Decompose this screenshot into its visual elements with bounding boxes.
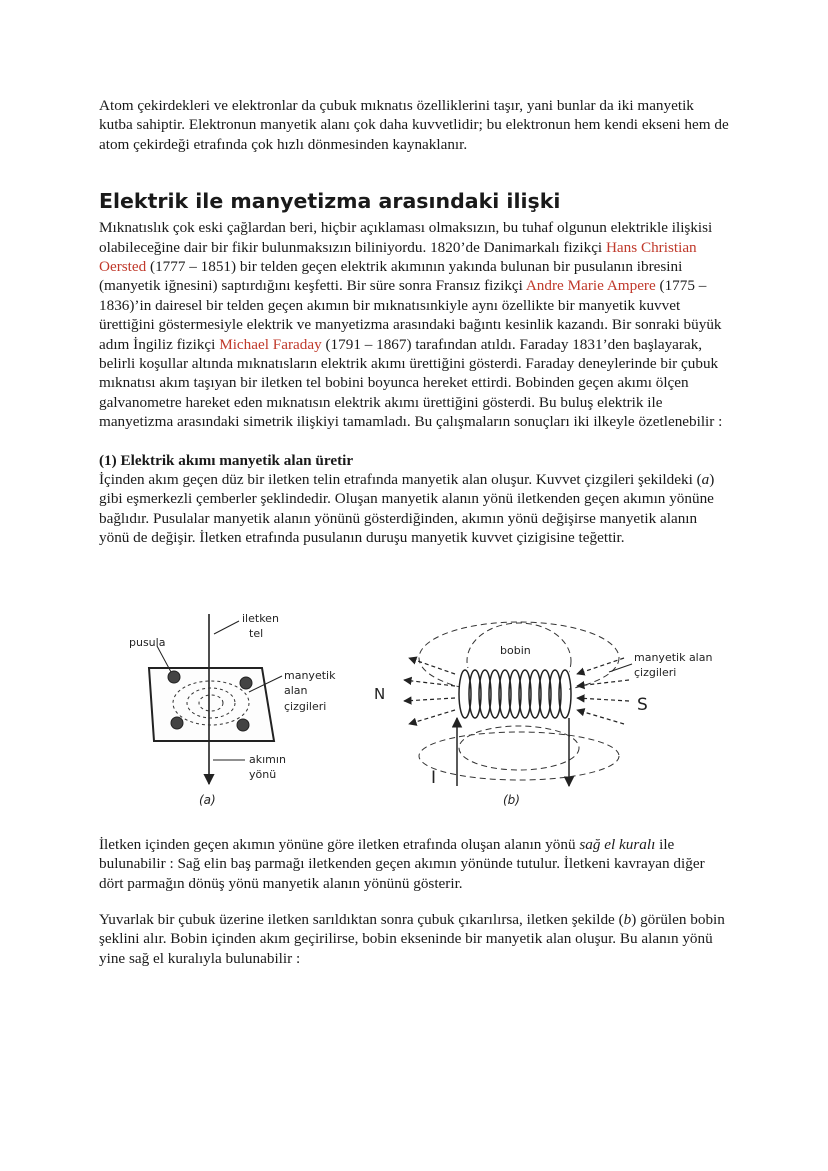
name-ampere: Andre Marie Ampere xyxy=(525,277,656,295)
history-text-2: (1777 – 1851) bir telden geçen elektrik akımının yakında bulunan bir pusulanın ibresini (manyetik iğnesini) saptırdığını keşfetti. Bir süre sonra Fransız fizikçi xyxy=(99,258,683,295)
p3-b-ref: b xyxy=(623,911,632,928)
label-cizgileri: çizgileri xyxy=(284,700,327,713)
figure-a xyxy=(129,612,336,807)
p2-text-1: İletken içinden geçen akımın yönüne göre iletken etrafında oluşan alanın yönü xyxy=(99,836,580,853)
p1-text-2: ) gibi eşmerkezli çemberler şeklindedir. Oluşan manyetik alanın yönü iletkenden geçen akımın yönüne bağlıdır. Pusulalar manyetik alanın yönünü gösterdiğinden, akımın yönü değişirse manyetik alanın yönü de değişir. İletken etrafında pusulanın duruşu manyetik kuvvet çizigisine teğettir. xyxy=(99,470,715,546)
label-alan: alan xyxy=(284,684,308,697)
right-hand-rule-paragraph xyxy=(99,835,731,893)
label-bobin: bobin xyxy=(500,644,531,657)
iletken-leader xyxy=(214,621,239,634)
p1-text-1: İçinden akım geçen düz bir iletken telin etrafında manyetik alan oluşur. Kuvvet çizgileri şekildeki ( xyxy=(99,470,702,488)
caption-b: (b) xyxy=(503,793,520,807)
p1-a-ref: a xyxy=(701,470,710,488)
name-oersted: Hans Christian Oersted xyxy=(99,238,697,276)
field-arrows-left xyxy=(404,658,455,724)
field-lines-leader xyxy=(609,664,632,672)
principle-1-paragraph xyxy=(99,470,731,548)
right-hand-rule-section xyxy=(99,835,731,893)
card-plate xyxy=(149,668,274,741)
solenoid-section xyxy=(99,910,731,968)
right-hand-rule-term: sağ el kuralı xyxy=(579,836,656,853)
history-paragraph xyxy=(99,218,731,431)
p2-text-2: ile bulunabilir : Sağ elin baş parmağı iletkenden geçen akımın yönünde tutulur. İletkeni kavrayan diğer dört parmağın dönüş yönü manyetik alanın yönünü gösterir. xyxy=(99,836,705,892)
figure-b xyxy=(374,622,712,807)
label-manyetik-alan: manyetik alan xyxy=(634,651,713,664)
label-yonu: yönü xyxy=(249,768,277,781)
p3-text-1: Yuvarlak bir çubuk üzerine iletken sarıldıktan sonra çubuk çıkarılırsa, iletken şekilde ( xyxy=(99,911,624,928)
section-heading: Elektrik ile manyetizma arasındaki ilişki xyxy=(99,189,561,214)
label-current: I xyxy=(431,768,437,788)
label-tel: tel xyxy=(249,627,264,640)
coil-core xyxy=(459,668,569,720)
label-north: N xyxy=(374,685,386,703)
history-text-1: Mıknatıslık çok eski çağlardan beri, hiçbir açıklaması olmaksızın, bu tuhaf olgunun elektrikle ilişkisi olabileceğine dair bir fikir bulunmaksızın biliniyordu. 1820’de Danimarkalı fizikçi xyxy=(99,219,713,256)
history-text-3: (1775 – 1836)’in dairesel bir telden geçen akımın bir mıknatısınkiyle aynı özellikte bir manyetik kuvvet ürettiğini göstermesiyle elektrik ve manyetizma arasındaki bağıntı kesinlik kazandı. Bir sonraki büyük adım İngiliz fizikçi xyxy=(99,277,722,353)
label-pusula: pusula xyxy=(129,636,166,649)
label-cizgileri-b: çizgileri xyxy=(634,666,677,679)
label-akimin: akımın xyxy=(249,753,286,766)
history-text-4: (1791 – 1867) tarafından atıldı. Faraday 1831’den başlayarak, belirli koşullar altında mıknatısların elektrik akımı ürettiğini gösterdi. Faraday deneylerinde bir çubuk mıknatısı akım taşıyan bir iletken tel bobini boyunca hereket ettirdi. Bobinden geçen akımı ölçen galvanometre hareket eden mıknatısın elektrik akımı ürettiğini gösterdi. Bu buluş elektrik ile manyetizma arasındaki simetrik ilişkiyi tamamladı. Bu çalışmaların sonuçları iki ilkeyle özetlenebilir : xyxy=(99,335,723,431)
principle-1-heading: (1) Elektrik akımı manyetik alan üretir xyxy=(99,451,354,469)
name-faraday: Michael Faraday xyxy=(219,335,322,353)
intro-paragraph: Atom çekirdekleri ve elektronlar da çubuk mıknatıs özelliklerini taşır, yani bunlar da iki manyetik kutba sahiptir. Elektronun manyetik alanı çok daha kuvvetlidir; bu elektronun hem kendi ekseni hem de atom çekirdeği etrafında çok hızlı dönmesinden kaynaklanır. xyxy=(99,97,729,153)
label-south: S xyxy=(637,695,648,715)
solenoid-paragraph xyxy=(99,910,731,968)
magnetic-field-figure xyxy=(99,606,739,816)
p3-text-2: ) görülen bobin şeklini alır. Bobin içinden akım geçirilirse, bobin ekseninde bir manyetik alan oluşur. Bu alanın yönü yine sağ el kuralıyla bulunabilir : xyxy=(99,911,725,967)
label-iletken: iletken xyxy=(242,612,279,625)
document-body xyxy=(99,96,731,547)
label-manyetik: manyetik xyxy=(284,669,336,682)
caption-a: (a) xyxy=(199,793,216,807)
